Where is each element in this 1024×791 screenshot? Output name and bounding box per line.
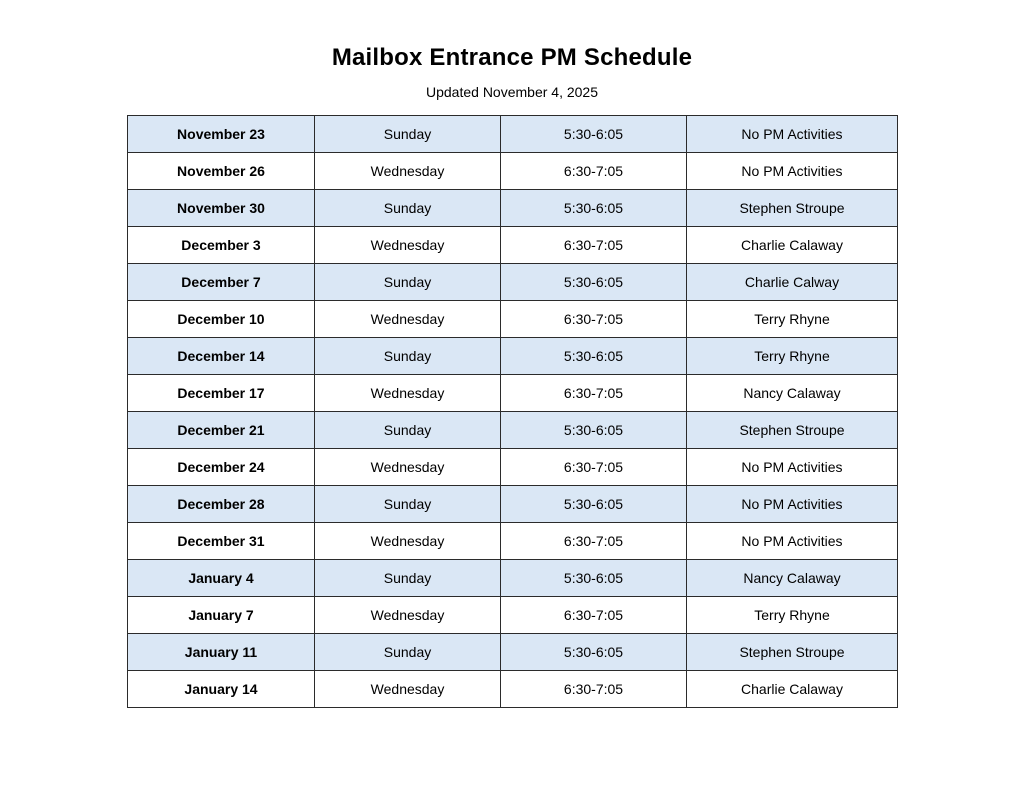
schedule-table [127, 115, 898, 708]
date-cell: December 28 [128, 486, 315, 523]
table-row [128, 227, 898, 264]
date-cell: December 14 [128, 338, 315, 375]
time-cell: 6:30-7:05 [501, 227, 687, 264]
table-row [128, 412, 898, 449]
day-cell: Sunday [315, 264, 501, 301]
person-cell: No PM Activities [687, 116, 898, 153]
time-cell: 6:30-7:05 [501, 375, 687, 412]
page-title: Mailbox Entrance PM Schedule [331, 44, 693, 71]
table-row [128, 301, 898, 338]
table-row [128, 486, 898, 523]
table-row [128, 375, 898, 412]
time-cell: 6:30-7:05 [501, 671, 687, 708]
person-cell: Charlie Calway [687, 264, 898, 301]
date-cell: December 21 [128, 412, 315, 449]
date-cell: January 14 [128, 671, 315, 708]
person-cell: Terry Rhyne [687, 597, 898, 634]
day-cell: Sunday [315, 634, 501, 671]
time-cell: 5:30-6:05 [501, 338, 687, 375]
day-cell: Sunday [315, 338, 501, 375]
time-cell: 6:30-7:05 [501, 153, 687, 190]
person-cell: Stephen Stroupe [687, 412, 898, 449]
date-cell: January 4 [128, 560, 315, 597]
time-cell: 6:30-7:05 [501, 301, 687, 338]
day-cell: Sunday [315, 560, 501, 597]
time-cell: 5:30-6:05 [501, 190, 687, 227]
date-cell: December 31 [128, 523, 315, 560]
date-cell: December 7 [128, 264, 315, 301]
day-cell: Wednesday [315, 153, 501, 190]
date-cell: January 11 [128, 634, 315, 671]
table-row [128, 153, 898, 190]
day-cell: Sunday [315, 116, 501, 153]
person-cell: No PM Activities [687, 449, 898, 486]
time-cell: 5:30-6:05 [501, 412, 687, 449]
day-cell: Wednesday [315, 227, 501, 264]
page-subtitle: Updated November 4, 2025 [426, 84, 598, 100]
day-cell: Wednesday [315, 375, 501, 412]
table-row [128, 597, 898, 634]
schedule-table-body [128, 116, 898, 708]
date-cell: December 17 [128, 375, 315, 412]
time-cell: 5:30-6:05 [501, 264, 687, 301]
time-cell: 5:30-6:05 [501, 634, 687, 671]
day-cell: Sunday [315, 190, 501, 227]
day-cell: Wednesday [315, 301, 501, 338]
day-cell: Wednesday [315, 597, 501, 634]
table-row [128, 560, 898, 597]
day-cell: Wednesday [315, 671, 501, 708]
time-cell: 5:30-6:05 [501, 486, 687, 523]
table-row [128, 116, 898, 153]
person-cell: Stephen Stroupe [687, 190, 898, 227]
person-cell: No PM Activities [687, 486, 898, 523]
date-cell: November 23 [128, 116, 315, 153]
time-cell: 6:30-7:05 [501, 449, 687, 486]
time-cell: 5:30-6:05 [501, 116, 687, 153]
day-cell: Sunday [315, 486, 501, 523]
date-cell: December 24 [128, 449, 315, 486]
table-row [128, 190, 898, 227]
date-cell: November 26 [128, 153, 315, 190]
person-cell: Terry Rhyne [687, 301, 898, 338]
day-cell: Sunday [315, 412, 501, 449]
person-cell: Stephen Stroupe [687, 634, 898, 671]
table-row [128, 634, 898, 671]
date-cell: November 30 [128, 190, 315, 227]
person-cell: Charlie Calaway [687, 227, 898, 264]
time-cell: 6:30-7:05 [501, 597, 687, 634]
person-cell: Charlie Calaway [687, 671, 898, 708]
person-cell: No PM Activities [687, 153, 898, 190]
table-row [128, 264, 898, 301]
date-cell: January 7 [128, 597, 315, 634]
day-cell: Wednesday [315, 523, 501, 560]
table-row [128, 449, 898, 486]
person-cell: Nancy Calaway [687, 560, 898, 597]
table-row [128, 671, 898, 708]
person-cell: Terry Rhyne [687, 338, 898, 375]
person-cell: Nancy Calaway [687, 375, 898, 412]
time-cell: 6:30-7:05 [501, 523, 687, 560]
day-cell: Wednesday [315, 449, 501, 486]
table-row [128, 523, 898, 560]
table-row [128, 338, 898, 375]
date-cell: December 3 [128, 227, 315, 264]
time-cell: 5:30-6:05 [501, 560, 687, 597]
date-cell: December 10 [128, 301, 315, 338]
person-cell: No PM Activities [687, 523, 898, 560]
